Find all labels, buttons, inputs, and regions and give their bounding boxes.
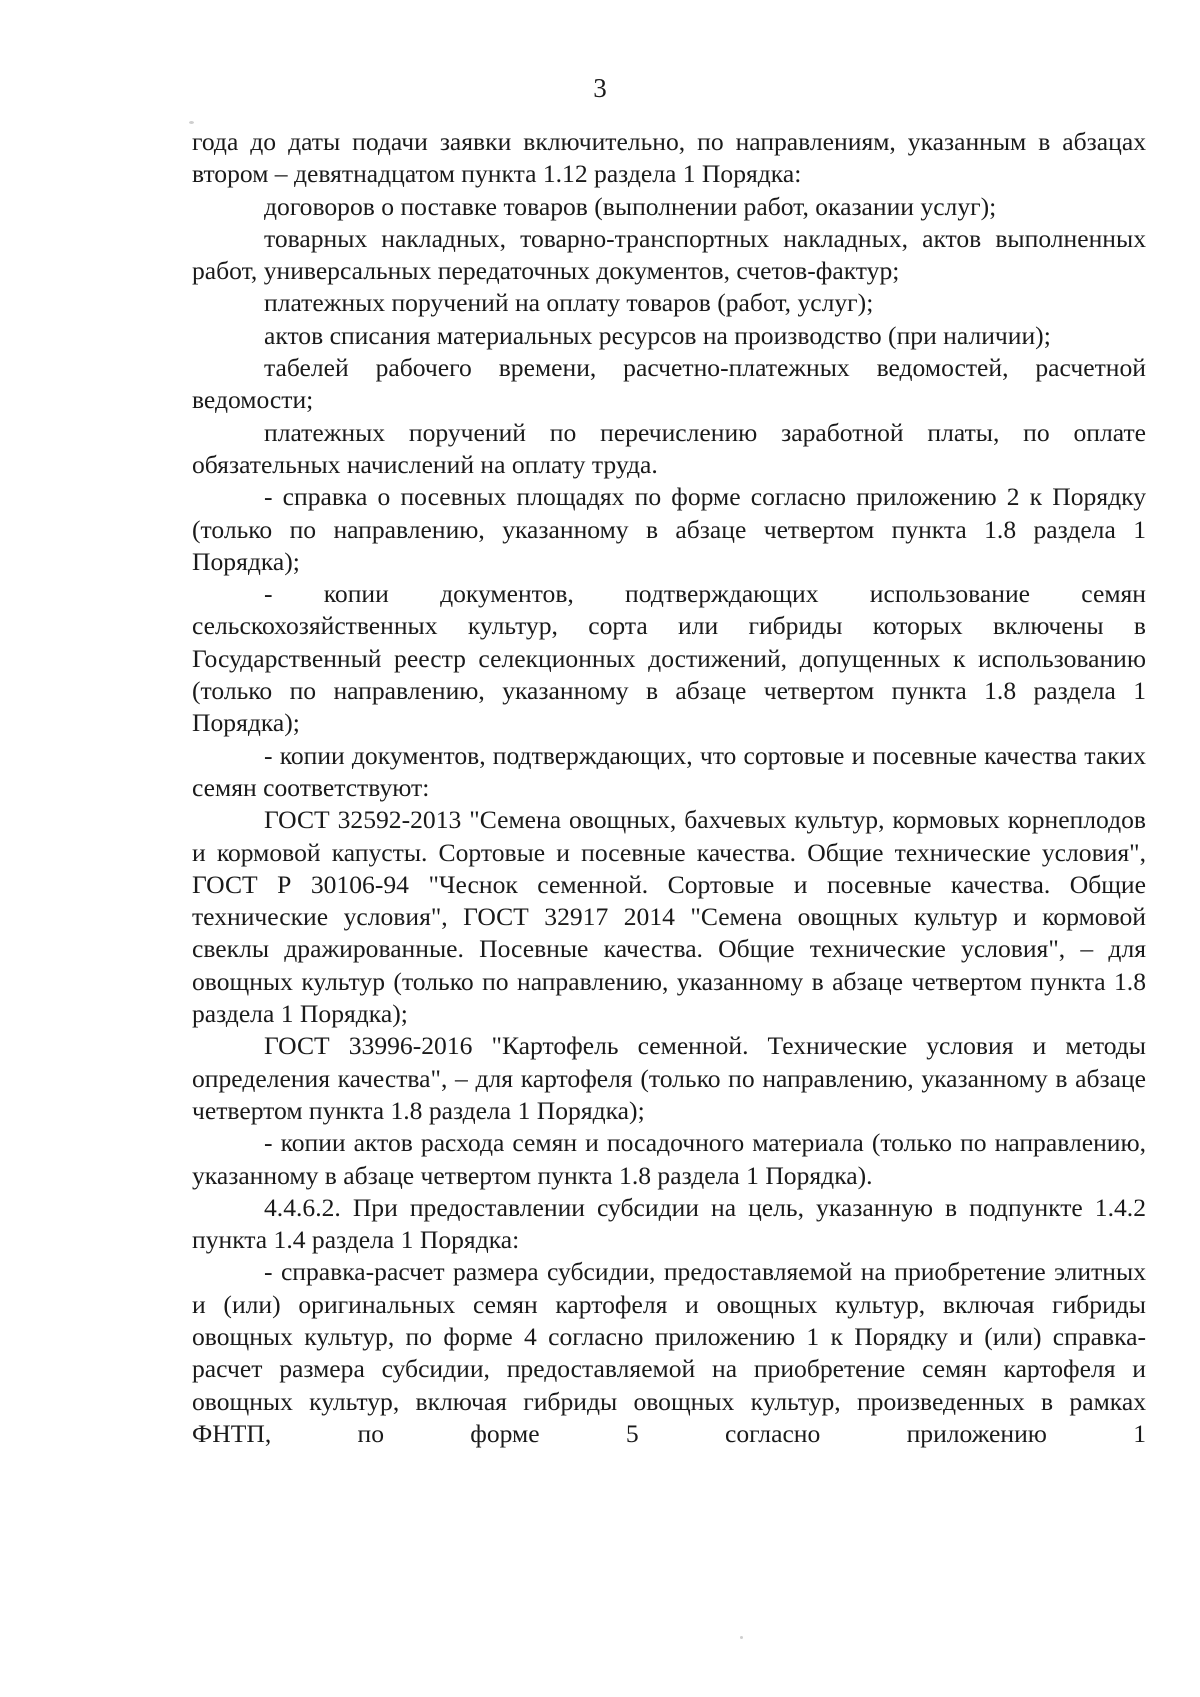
paragraph: договоров о поставке товаров (выполнении работ, оказании услуг); (264, 191, 997, 221)
scan-mark (189, 121, 194, 124)
scan-mark (740, 1636, 743, 1639)
paragraph: - копии актов расхода семян и посадочного материала (только по направлению, указанному в абзаце четвертом пункта 1.8 раздела 1 Порядка). (192, 1128, 1146, 1190)
paragraph: табелей рабочего времени, расчетно-платежных ведомостей, расчетной ведомости; (192, 353, 1146, 415)
paragraph: - копии документов, подтверждающих использование семян сельскохозяйственных культур, сорта или гибриды которых включены в Государственный реестр селекционных достижений, допущенных к использованию (только по направлению, указанному в абзаце четвертом пункта 1.8 раздела 1 Порядка); (192, 579, 1146, 738)
paragraph: 4.4.6.2. При предоставлении субсидии на цель, указанную в подпункте 1.4.2 пункта 1.4 раздела 1 Порядка: (192, 1192, 1146, 1255)
paragraph: ГОСТ 33996-2016 "Картофель семенной. Технические условия и методы определения качества", – для картофеля (только по направлению, указанному в абзаце четвертом пункта 1.8 раздела 1 Порядка); (192, 1031, 1146, 1125)
paragraph: - справка о посевных площадях по форме согласно приложению 2 к Порядку (только по направлению, указанному в абзаце четвертом пункта 1.8 раздела 1 Порядка); (192, 482, 1146, 576)
paragraph: товарных накладных, товарно-транспортных накладных, актов выполненных работ, универсальных передаточных документов, счетов-фактур; (192, 223, 1146, 286)
paragraph: платежных поручений по перечислению заработной платы, по оплате обязательных начислений на оплату труда. (192, 417, 1146, 479)
paragraph: ГОСТ 32592-2013 "Семена овощных, бахчевых культур, кормовых корнеплодов и кормовой капусты. Сортовые и посевные качества. Общие технические условия", ГОСТ Р 30106-94 "Чеснок семенной. Сортовые и посевные качества. Общие технические условия", ГОСТ 32917 2014 "Семена овощных культур и кормовой свеклы дражированные. Посевные качества. Общие технические условия", – для овощных культур (только по направлению, указанному в абзаце четвертом пункта 1.8 раздела 1 Порядка); (192, 805, 1146, 1029)
paragraph: платежных поручений на оплату товаров (работ, услуг); (264, 288, 874, 318)
paragraph: - копии документов, подтверждающих, что сортовые и посевные качества таких семян соответствуют: (192, 740, 1146, 802)
paragraph: актов списания материальных ресурсов на производство (при наличии); (264, 320, 1051, 350)
paragraph: - справка-расчет размера субсидии, предоставляемой на приобретение элитных и (или) оригинальных семян картофеля и овощных культур, включая гибриды овощных культур, по форме 4 согласно приложению 1 к Порядку и (или) справка-расчет размера субсидии, предоставляемой на приобретение семян картофеля и овощных культур, включая гибриды овощных культур, произведенных в рамках ФНТП, по форме 5 согласно приложению 1 (192, 1257, 1146, 1448)
page-number: 3 (593, 73, 607, 103)
body-text (192, 126, 1146, 1450)
paragraph: года до даты подачи заявки включительно, по направлениям, указанным в абзацах втором – девятнадцатом пункта 1.12 раздела 1 Порядка: (192, 127, 1146, 189)
